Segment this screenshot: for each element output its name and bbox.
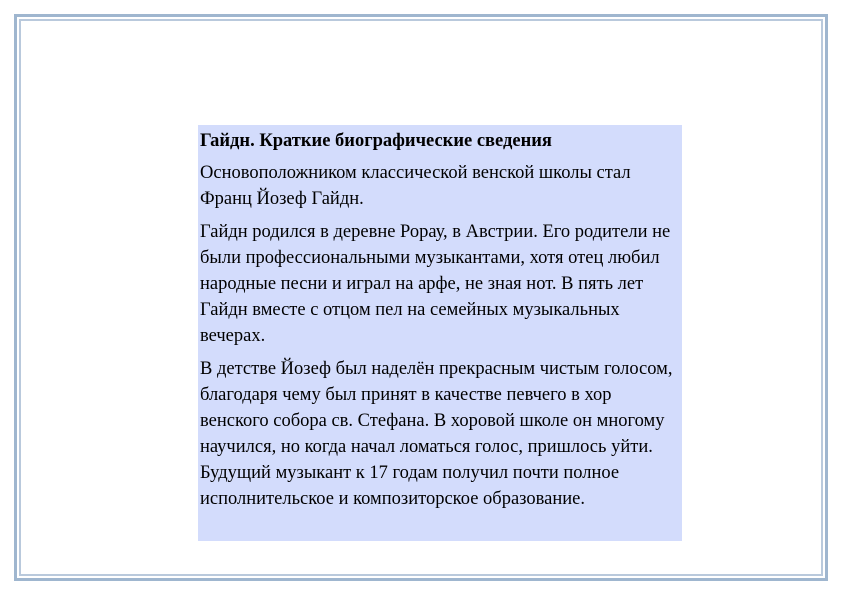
text-box	[198, 125, 682, 541]
paragraph-birth: Гайдн родился в деревне Рорау, в Австрии. Его родители не были профессиональными музыкантами, хотя отец любил народные песни и играл на арфе, не зная нот. В пять лет Гайдн вместе с отцом пел на семейных музыкальных вечерах.	[200, 222, 671, 346]
document-title: Гайдн. Краткие биографические сведения	[200, 131, 552, 151]
paragraph-intro: Основоположником классической венской школы стал Франц Йозеф Гайдн.	[200, 163, 631, 209]
paragraph-childhood: В детстве Йозеф был наделён прекрасным чистым голосом, благодаря чему был принят в качестве певчего в хор венского собора св. Стефана. В хоровой школе он многому научился, но когда начал ломаться голос, пришлось уйти. Будущий музыкант к 17 годам получил почти полное исполнительское и композиторское образование.	[200, 359, 673, 509]
